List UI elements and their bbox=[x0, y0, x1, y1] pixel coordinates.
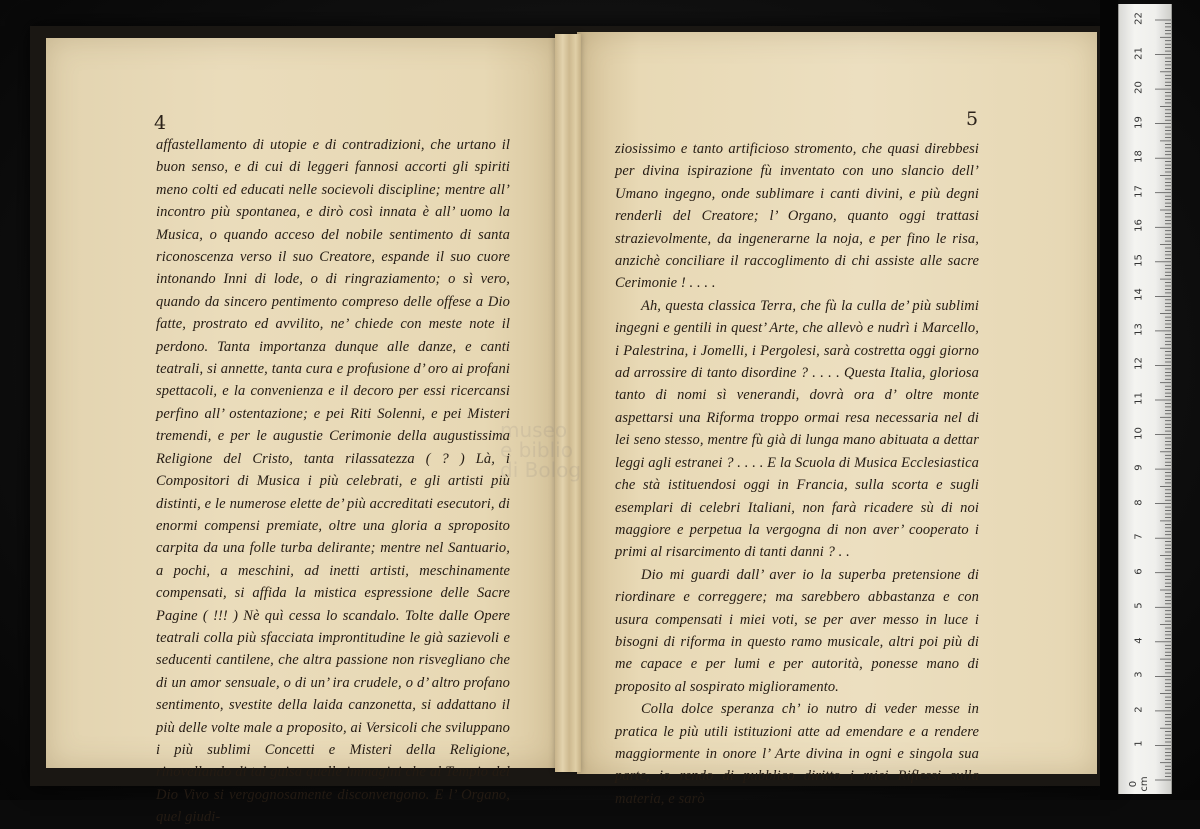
right-page-text bbox=[615, 138, 979, 810]
ruler-label: 5 bbox=[1133, 602, 1145, 609]
ruler-label: 22 bbox=[1133, 12, 1145, 25]
ruler-label: 13 bbox=[1133, 323, 1145, 336]
right-paragraph: ziosissimo e tanto artificioso stromento, che quasi direbbesi per divina ispirazione fù inventato con uno slancio dell’ Umano ingegno, onde sublimare i canti divini, e più degni renderli del Creatore; l’ Organo, quanto oggi trattasi strazievolmente, da ingenerarne la noja, e per fino le risa, anzichè conciliare il raccoglimento di chi assiste alle sacre Cerimonie ! . . . . bbox=[615, 141, 979, 292]
ruler-label: 14 bbox=[1133, 288, 1145, 302]
ruler-label: 6 bbox=[1133, 568, 1145, 575]
ruler-label: 0 cm bbox=[1128, 776, 1150, 792]
right-paragraph: Colla dolce speranza ch’ io nutro di veder messe in pratica le più utili istituzioni atte ad emendare e a rendere maggiormente in onore l’ Arte divina in ogni e singola sua parte, io rendo di pubblico diritto i miei Riflessi sulla materia, e sarò bbox=[615, 701, 979, 807]
ruler-label: 1 bbox=[1133, 740, 1145, 748]
ruler-label: 17 bbox=[1133, 184, 1145, 198]
ruler-label: 7 bbox=[1133, 533, 1145, 540]
left-paragraph: affastellamento di utopie e di contradizioni, che urtano il buon senso, e di cui di leggeri fannosi accorti gli spiriti meno colti ed educati nelle socievoli discipline; mentre all’ incontro più spontanea, e dirò così innata è all’ uomo la Musica, o quando acceso del nobile sentimento di santa riconoscenza verso il suo Creatore, espande il suo cuore intonando Inni di lode, o di ringraziamento; o sì vero, quando da sincero pentimento compreso delle offese a Dio fatte, prostrato ed avvilito, ne’ chiede con meste note il perdono. Tanta importanza dunque alle danze, e canti teatrali, si annette, tanta cura e profusione d’ oro ai profani spettacoli, e la convenienza e il decoro per essi ricercansi perfino all’ ostentazione; e pei Riti Solenni, e pei Misteri tremendi, e per le augustie Cerimonie della augustissima Religione del Cristo, tanta rilassatezza ( ? ) Là, i Compositori di Musica i più celebrati, e gli artisti più distinti, e le numerose elette de’ più accreditati esecutori, di enormi compensi premiate, oltre una gloria a sproposito carpita da una folle turba delirante; mentre nel Santuario, a pochi, a meschini, ad inetti artisti, meschinamente compensati, si affida la mistica espressione delle Sacre Pagine ( !!! ) Nè quì cessa lo scandalo. Tolte dalle Opere teatrali colla più sfacciata improntitudine le già sazievoli e seducenti cantilene, che altra passione non risvegliano che di un amor sensuale, o di un’ ira crudele, o d’ altro profano sentimento, svestite della laida canzonetta, si addattano il più delle volte male a proposito, ai Versicoli che sviluppano i più sublimi Concetti e Misteri della Religione, rinovellando di tal guisa quelle immagini che al Tempio del Dio Vivo si vergognosamente disconvengono. E l’ Organo, quel giudi- bbox=[156, 137, 510, 826]
ruler-label: 21 bbox=[1133, 46, 1145, 60]
right-paragraph: Dio mi guardi dall’ aver io la superba pretensione di riordinare e correggere; ma sarebbero abbastanza e con usura compensati i miei voti, se per aver messo in luce i bisogni di riforma in questo ramo musicale, altri poi più di me capace e per lumi e per autorità, ponesse mano di proposito al sospirato miglioramento. bbox=[615, 566, 979, 695]
ruler-label: 10 bbox=[1133, 426, 1145, 440]
ruler-label: 16 bbox=[1133, 219, 1145, 233]
left-page-text bbox=[156, 134, 510, 829]
ruler-label: 15 bbox=[1133, 253, 1145, 267]
ruler-label: 12 bbox=[1133, 357, 1145, 371]
ruler-label: 4 bbox=[1133, 637, 1145, 644]
ruler-label: 9 bbox=[1133, 464, 1145, 471]
book-gutter bbox=[555, 34, 581, 772]
ruler-label: 2 bbox=[1133, 706, 1145, 713]
right-paragraph: Ah, questa classica Terra, che fù la culla de’ più sublimi ingegni e gentili in quest’ Arte, che allevò e nudrì i Marcello, i Palestrina, i Jomelli, i Pergolesi, sarà costretta oggi giorno ad arrossire di tanto disordine ? . . . . Questa Italia, gloriosa tanto di nomi sì venerandi, dovrà ora d’ oltre monte aspettarsi una Riforma troppo ormai resa necessaria nel di lei seno stesso, mentre fù già di lunga mano abituata a dettar leggi agli estranei ? . . . . E la Scuola di Musica Ecclesiastica che stà istituendosi oggi in Francia, sulla scorta e sugli esemplari di celebri Italiani, non farà ricadere sù di noi maggiore e perpetua la vergogna di non aver’ cooperato i primi al risarcimento di tanti danni ? . . bbox=[615, 297, 979, 561]
ruler-label: 11 bbox=[1133, 392, 1145, 405]
ruler-scale bbox=[1119, 4, 1171, 794]
left-page-number: 4 bbox=[154, 112, 167, 134]
ruler-label: 8 bbox=[1133, 498, 1145, 506]
measurement-ruler bbox=[1118, 4, 1172, 794]
ruler-label: 3 bbox=[1133, 671, 1145, 679]
right-page-number: 5 bbox=[966, 108, 979, 130]
ruler-label: 20 bbox=[1133, 81, 1145, 94]
dark-border-strip bbox=[1100, 0, 1118, 800]
ruler-label: 18 bbox=[1133, 150, 1145, 164]
ruler-label: 19 bbox=[1133, 115, 1145, 129]
